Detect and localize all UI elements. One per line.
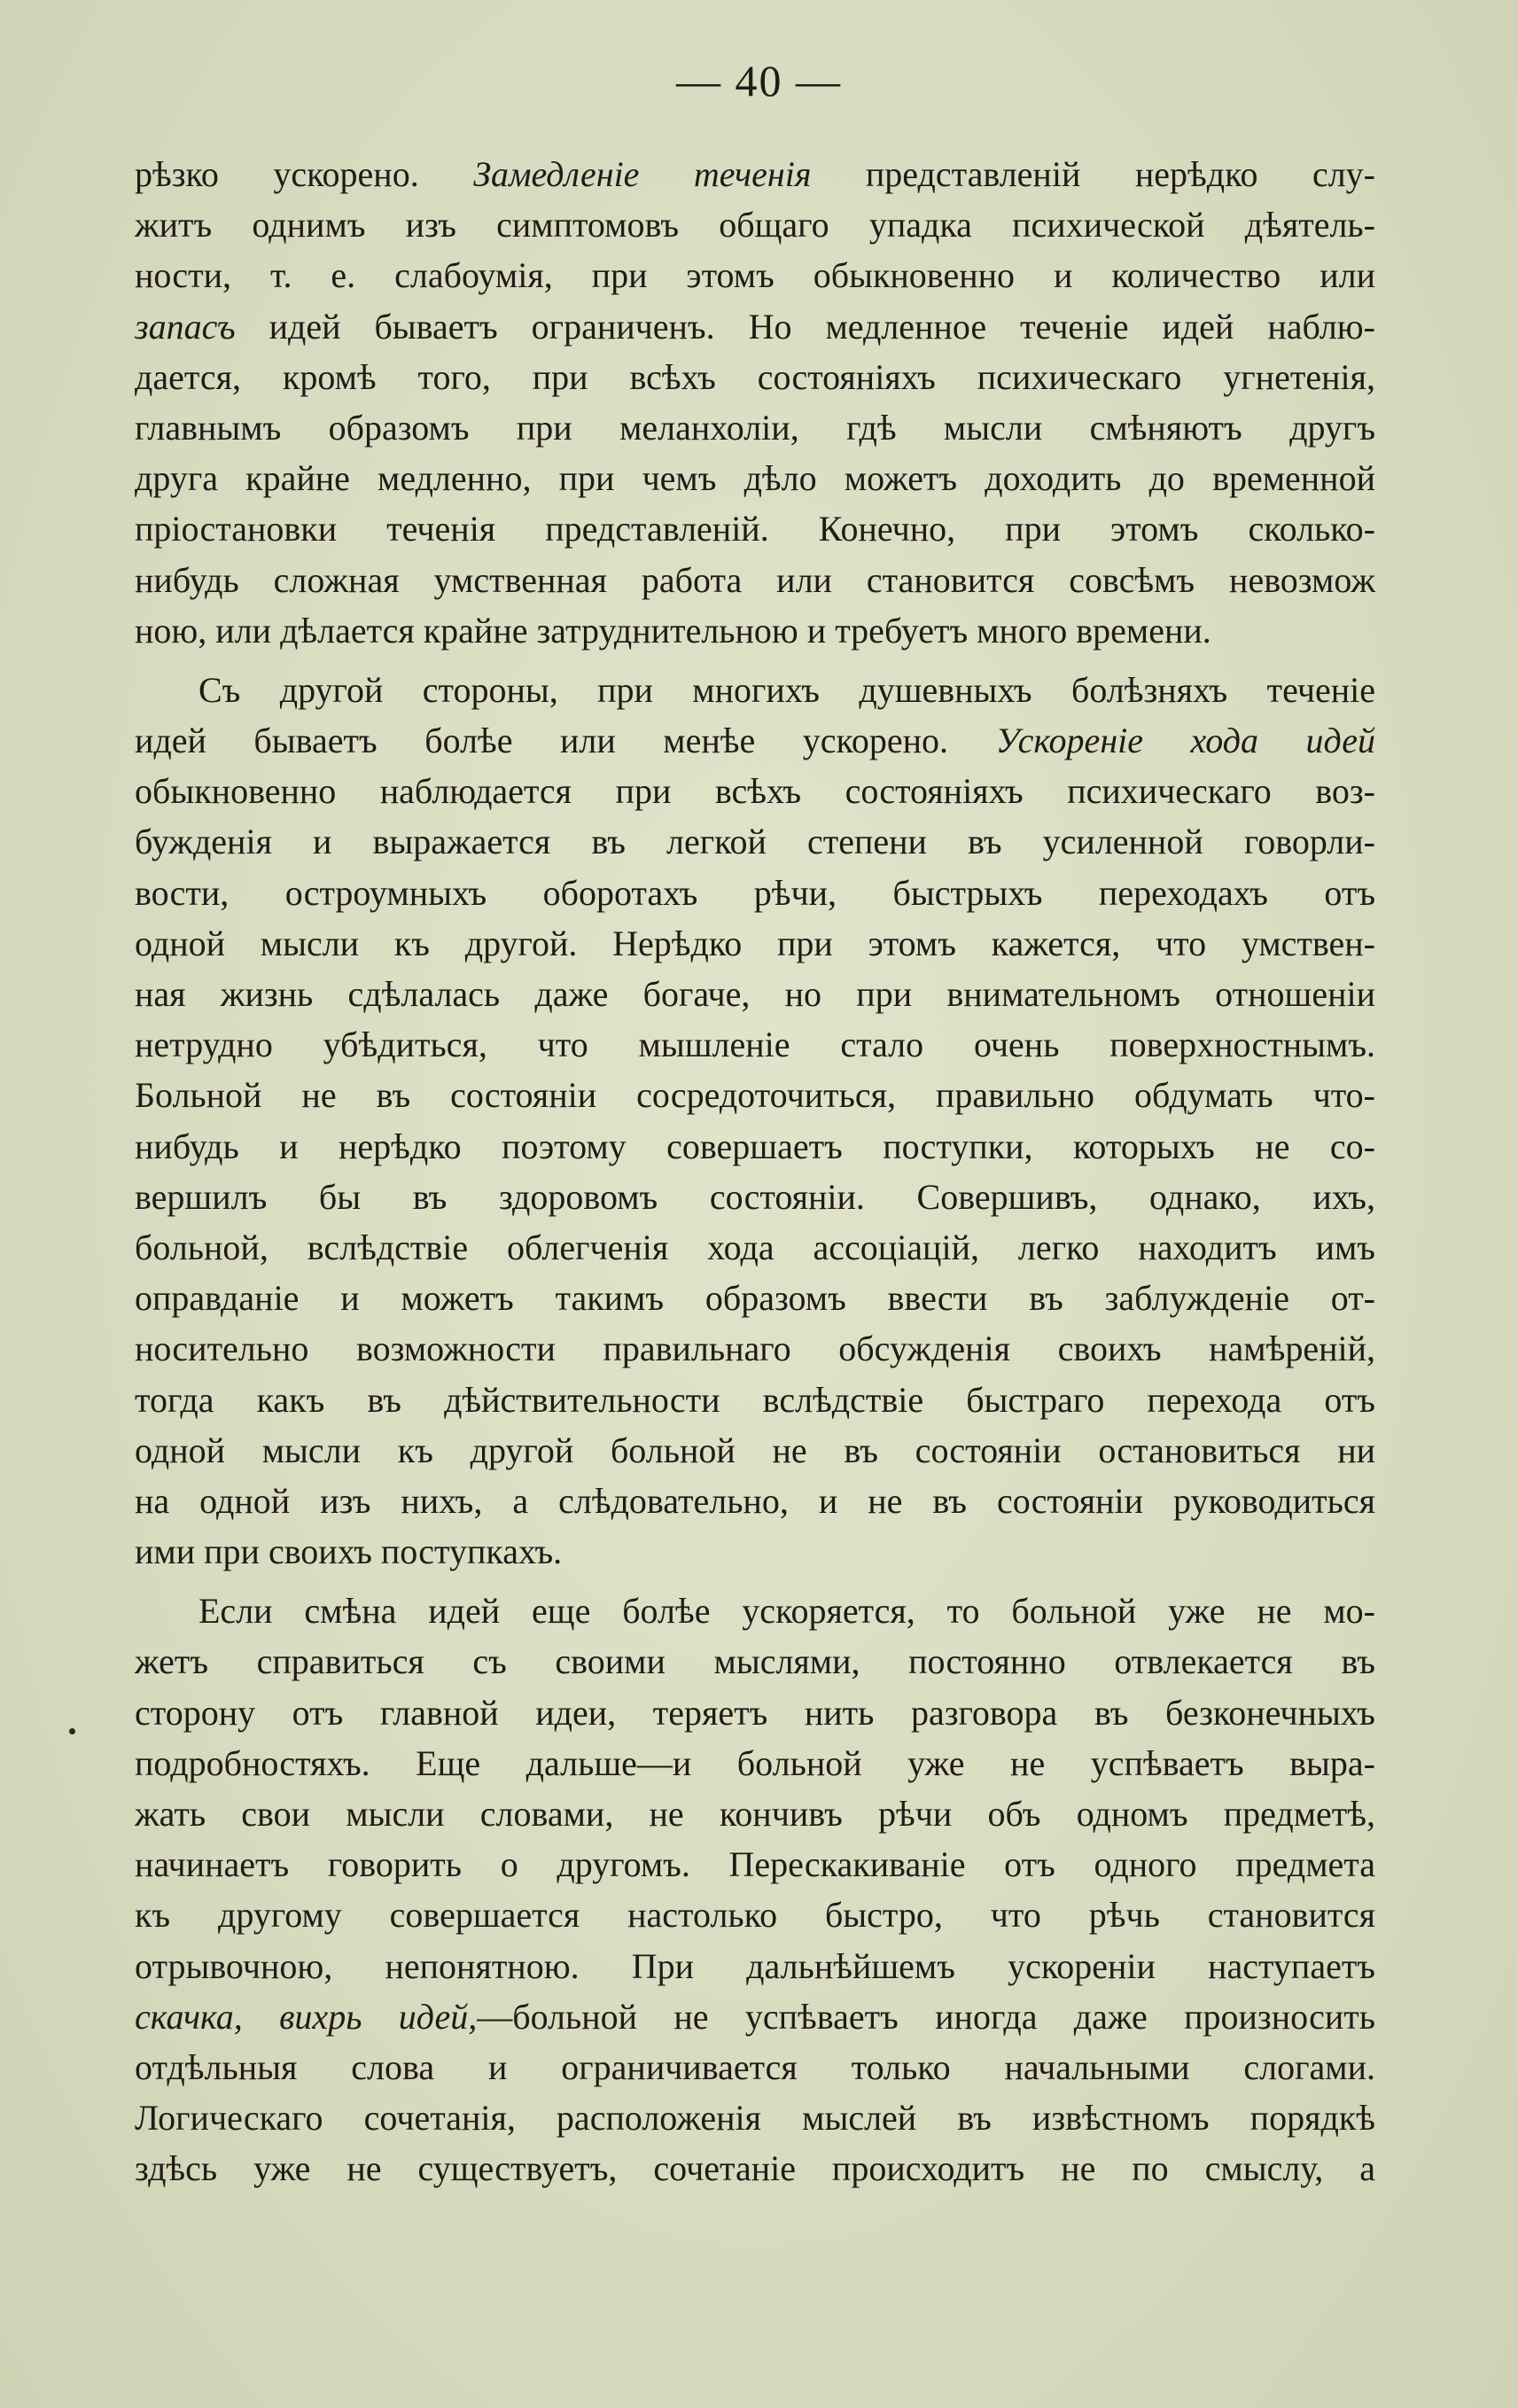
text-line	[135, 868, 1375, 918]
text-line	[135, 665, 1375, 715]
text-line	[135, 301, 1375, 352]
text-line	[135, 352, 1375, 402]
text-line	[135, 2042, 1375, 2092]
italic-term: скачка, вихрь идей,	[135, 1996, 478, 2037]
text-segment: Больной не въ состояніи сосредоточиться, правильно обдумать что-	[135, 1075, 1375, 1116]
text-line	[135, 969, 1375, 1019]
text-line	[135, 918, 1375, 969]
text-line	[135, 149, 1375, 199]
text-line	[135, 766, 1375, 816]
text-segment: пріостановки теченія представленій. Конечно, при этомъ сколько-	[135, 509, 1375, 549]
text-line	[135, 1375, 1375, 1425]
text-segment: друга крайне медленно, при чемъ дѣло можетъ доходить до временной	[135, 458, 1375, 499]
text-line	[135, 1222, 1375, 1273]
text-segment: ною, или дѣлается крайне затруднительною и требуетъ много времени.	[135, 610, 1211, 651]
text-line	[135, 250, 1375, 300]
text-line	[135, 1991, 1375, 2042]
text-line	[135, 1586, 1375, 1636]
text-line	[135, 2092, 1375, 2143]
text-line	[135, 1172, 1375, 1222]
text-line	[135, 1323, 1375, 1374]
text-segment: ности, т. е. слабоумія, при этомъ обыкновенно и количество или	[135, 255, 1375, 296]
text-line	[135, 1121, 1375, 1172]
text-segment: вости, остроумныхъ оборотахъ рѣчи, быстрыхъ переходахъ отъ	[135, 872, 1375, 913]
paragraph	[135, 149, 1375, 656]
page-number: — 40 —	[676, 56, 842, 105]
text-line	[135, 2143, 1375, 2194]
text-segment: обыкновенно наблюдается при всѣхъ состояніяхъ психическаго воз-	[135, 771, 1375, 812]
text-line	[135, 1738, 1375, 1788]
text-segment: здѣсь уже не существуетъ, сочетаніе происходитъ не по смыслу, а	[135, 2148, 1375, 2189]
text-segment: жать свои мысли словами, не кончивъ рѣчи объ одномъ предметѣ,	[135, 1794, 1375, 1834]
text-segment: вершилъ бы въ здоровомъ состояніи. Совершивъ, однако, ихъ,	[135, 1176, 1375, 1217]
text-segment: сторону отъ главной идеи, теряетъ нить разговора въ безконечныхъ	[135, 1692, 1375, 1733]
text-segment: идей бываетъ ограниченъ. Но медленное теченіе идей наблю-	[235, 306, 1375, 347]
text-segment: тогда какъ въ дѣйствительности вслѣдствіе быстраго перехода отъ	[135, 1379, 1375, 1420]
text-line	[135, 1839, 1375, 1890]
text-line	[135, 1070, 1375, 1120]
text-segment: отрывочною, непонятною. При дальнѣйшемъ ускореніи наступаетъ	[135, 1945, 1375, 1986]
paragraph	[135, 1586, 1375, 2194]
text-line	[135, 1476, 1375, 1526]
italic-term: Замедленіе теченія	[473, 154, 812, 194]
text-segment: бужденія и выражается въ легкой степени въ усиленной говорли-	[135, 822, 1375, 862]
text-segment: отдѣльныя слова и ограничивается только начальными слогами.	[135, 2046, 1375, 2087]
text-line	[135, 1941, 1375, 1991]
text-segment: къ другому совершается настолько быстро, что рѣчь становится	[135, 1895, 1375, 1936]
text-segment: одной мысли къ другой больной не въ состояніи остановиться ни	[135, 1430, 1375, 1470]
text-line	[135, 1890, 1375, 1940]
text-line	[135, 1019, 1375, 1070]
text-line	[135, 555, 1375, 605]
text-segment: идей бываетъ болѣе или менѣе ускорено.	[135, 721, 996, 761]
text-line	[135, 503, 1375, 554]
text-segment: нибудь и нерѣдко поэтому совершаетъ поступки, которыхъ не со-	[135, 1126, 1375, 1166]
text-line	[135, 453, 1375, 503]
text-segment: больной, вслѣдствіе облегченія хода ассоціацій, легко находитъ имъ	[135, 1227, 1375, 1267]
text-line	[135, 1273, 1375, 1323]
text-segment: носительно возможности правильнаго обсужденія своихъ намѣреній,	[135, 1329, 1375, 1369]
italic-term: запасъ	[135, 306, 236, 347]
text-line	[135, 402, 1375, 453]
text-segment: жетъ справиться съ своими мыслями, постоянно отвлекается въ	[135, 1641, 1375, 1682]
text-line	[135, 816, 1375, 867]
ink-speck	[69, 1728, 75, 1734]
text-segment: рѣзко ускорено.	[135, 154, 474, 194]
text-segment: нетрудно убѣдиться, что мышленіе стало очень поверхностнымъ.	[135, 1025, 1375, 1065]
text-segment: одной мысли къ другой. Нерѣдко при этомъ кажется, что умствен-	[135, 923, 1375, 963]
text-segment: начинаетъ говорить о другомъ. Перескакиваніе отъ одного предмета	[135, 1844, 1375, 1885]
text-segment: Съ другой стороны, при многихъ душевныхъ болѣзняхъ теченіе	[199, 669, 1375, 710]
text-segment: дается, кромѣ того, при всѣхъ состояніяхъ психическаго угнетенія,	[135, 356, 1375, 397]
text-segment: оправданіе и можетъ такимъ образомъ ввести въ заблужденіе от-	[135, 1278, 1375, 1319]
text-line	[135, 715, 1375, 766]
text-line	[135, 1788, 1375, 1839]
paragraph	[135, 665, 1375, 1577]
text-segment: Если смѣна идей еще болѣе ускоряется, то больной уже не мо-	[199, 1591, 1375, 1632]
text-segment: ими при своихъ поступкахъ.	[135, 1531, 563, 1572]
text-segment: на одной изъ нихъ, а слѣдовательно, и не въ состояніи руководиться	[135, 1480, 1375, 1521]
text-segment: нибудь сложная умственная работа или становится совсѣмъ невозмож	[135, 559, 1375, 600]
text-segment: подробностяхъ. Еще дальше—и больной уже не успѣваетъ выра-	[135, 1742, 1375, 1783]
text-line	[135, 199, 1375, 250]
text-line	[135, 1526, 1375, 1577]
text-line	[135, 1636, 1375, 1687]
text-segment: Логическаго сочетанія, расположенія мыслей въ извѣстномъ порядкѣ	[135, 2098, 1375, 2139]
text-line	[135, 605, 1375, 656]
italic-term: Ускореніе хода идей	[995, 721, 1375, 761]
text-segment: —больной не успѣваетъ иногда даже произносить	[477, 1996, 1376, 2037]
text-segment: житъ однимъ изъ симптомовъ общаго упадка психической дѣятель-	[135, 205, 1375, 245]
text-segment: представленій нерѣдко слу-	[811, 154, 1375, 194]
text-segment: ная жизнь сдѣлалась даже богаче, но при внимательномъ отношеніи	[135, 974, 1375, 1014]
body-text	[135, 149, 1375, 2194]
text-line	[135, 1687, 1375, 1738]
text-segment: главнымъ образомъ при меланхоліи, гдѣ мысли смѣняютъ другъ	[135, 407, 1375, 448]
text-line	[135, 1425, 1375, 1476]
